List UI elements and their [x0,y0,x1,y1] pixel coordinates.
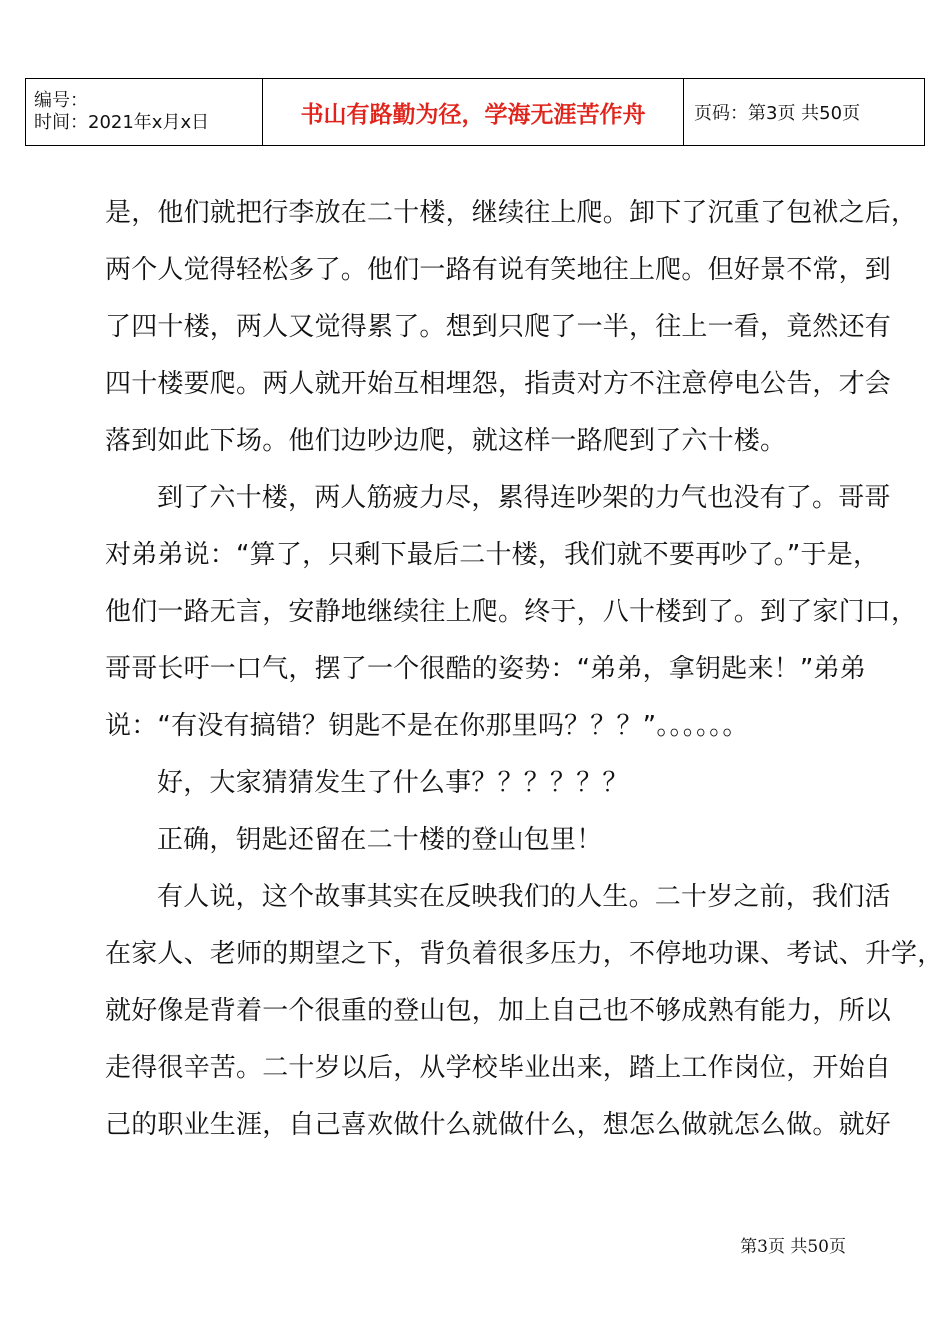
text-line: 到了六十楼，两人筋疲力尽，累得连吵架的力气也没有了。哥哥 [157,483,891,513]
text-line: 己的职业生涯，自己喜欢做什么就做什么，想怎么做就怎么做。就好 [105,1110,892,1140]
text-line: 有人说，这个故事其实在反映我们的人生。二十岁之前，我们活 [157,882,891,912]
text-line: 哥哥长吁一口气，摆了一个很酷的姿势：“弟弟，拿钥匙来！”弟弟 [105,654,866,684]
text-line: 了四十楼，两人又觉得累了。想到只爬了一半，往上一看，竟然还有 [105,312,892,342]
code-label: 编号： [34,90,88,111]
text-line: 四十楼要爬。两人就开始互相埋怨，指责对方不注意停电公告，才会 [105,369,892,399]
header-meta-cell [26,79,263,146]
text-line: 就好像是背着一个很重的登山包，加上自己也不够成熟有能力，所以 [105,996,892,1026]
text-line: 走得很辛苦。二十岁以后，从学校毕业出来，踏上工作岗位，开始自 [105,1053,892,1083]
text-line: 两个人觉得轻松多了。他们一路有说有笑地往上爬。但好景不常，到 [105,255,892,285]
text-line: 说：“有没有搞错？钥匙不是在你那里吗？？？”。。。。。。 [105,711,749,741]
document-header [25,78,925,146]
text-line: 正确，钥匙还留在二十楼的登山包里！ [157,825,603,855]
header-motto-cell [263,79,684,146]
text-line: 在家人、老师的期望之下，背负着很多压力，不停地功课、考试、升学， [105,939,944,969]
document-body [105,193,944,1162]
text-line: 是，他们就把行李放在二十楼，继续往上爬。卸下了沉重了包袱之后， [105,198,918,228]
text-line: 对弟弟说：“算了，只剩下最后二十楼，我们就不要再吵了。”于是， [105,540,880,570]
text-line: 他们一路无言，安静地继续往上爬。终于，八十楼到了。到了家门口， [105,597,918,627]
text-line: 好，大家猜猜发生了什么事？？？？？？ [157,768,629,798]
header-page-cell [684,79,925,146]
date-label: 时间：2021年x月x日 [34,112,210,133]
page-info: 页码：第3页 共50页 [694,103,861,124]
page-footer: 第3页 共50页 [740,1237,846,1257]
motto-text: 书山有路勤为径，学海无涯苦作舟 [300,101,646,128]
text-line: 落到如此下场。他们边吵边爬，就这样一路爬到了六十楼。 [105,426,787,456]
